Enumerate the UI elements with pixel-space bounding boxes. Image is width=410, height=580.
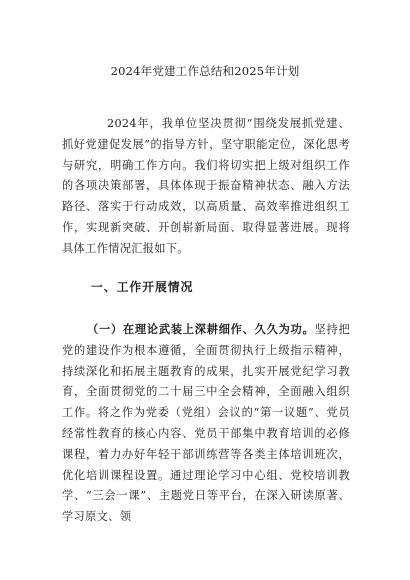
document-title: 2024年党建工作总结和2025年计划 [110,64,300,78]
subsection-body: 坚持把党的建设作为根本遵循，全面贯彻执行上级指示精神，持续深化和拓展主题教育的成果，扎实开展党纪学习教育，全面贯彻党的二十届三中全会精神，全面融入组织工作。将之作为党委（党组）会议的“第一议题”、党员经常性教育的核心内容、党员干部集中教育培训的必修课程，着力办好年轻干部训练营等各类主体培训班次，优化培训课程设置。通过理论学习中心组、党校培训教学、“三会一课”、主题党日等平台，在深入研读原著、学习原文、领 [62,323,350,524]
section-heading: 一、工作开展情况 [91,280,194,294]
subsection-paragraph [62,320,350,528]
subsection-heading: （一）在理论武装上深耕细作、久久为功。 [87,323,315,336]
intro-paragraph: 2024年，我单位坚决贯彻“围绕发展抓党建、抓好党建促发展”的指导方针，坚守职能定位，深化思考与研究，明确工作方向。我们将切实把上级对组织工作的各项决策部署，具体体现于振奋精神状态、融入方法路径、落实于行动成效，以高质量、高效率推进组织工作，实现新突破、开创崭新局面、取得显著进展。现将具体工作情况汇报如下。 [62,117,350,255]
